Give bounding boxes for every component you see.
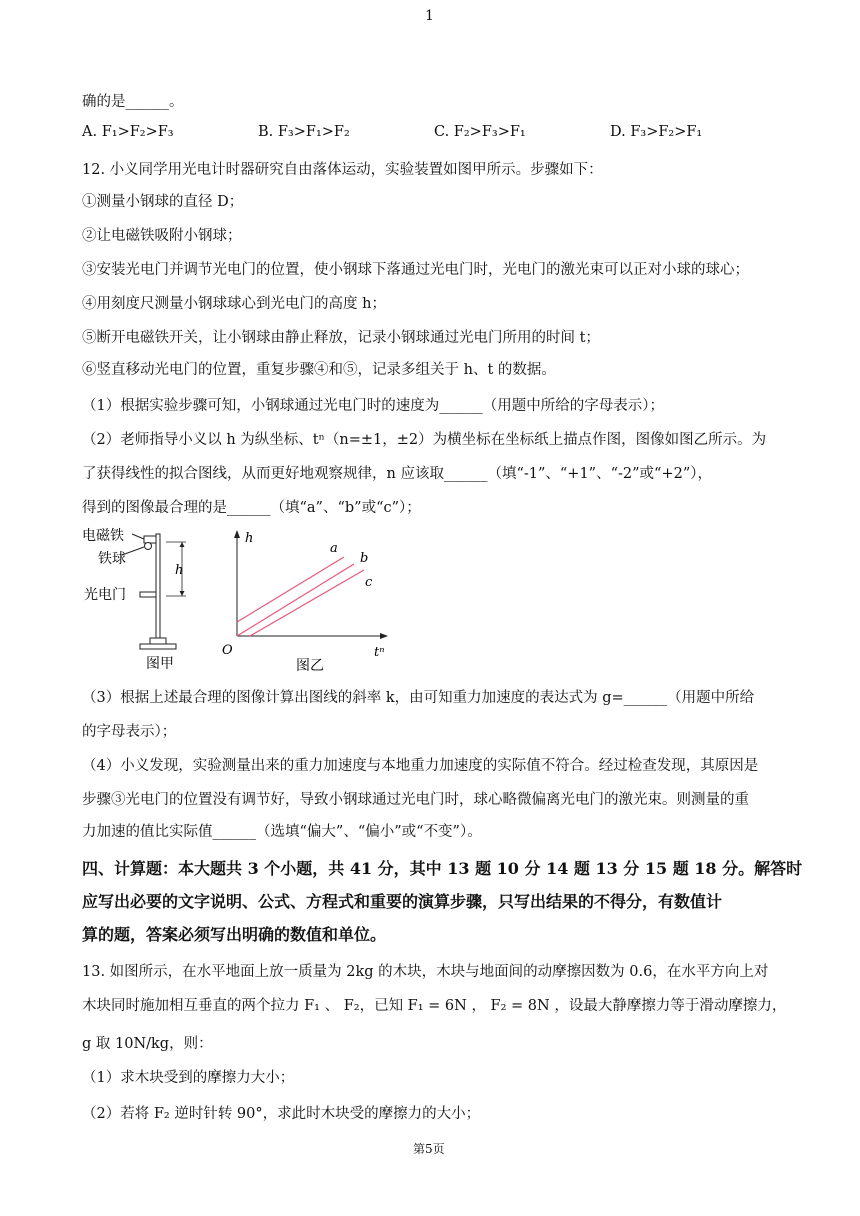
label-height-h: h xyxy=(175,563,184,578)
q12-part-4-line-1: （4）小义发现，实验测量出来的重力加速度与本地重力加速度的实际值不符合。经过检查发现，其原因是 xyxy=(82,758,759,774)
caption-yi: 图乙 xyxy=(296,658,324,672)
section-4-heading-line-3: 算的题，答案必须写出明确的数值和单位。 xyxy=(82,925,387,944)
q11-option-c: C. F₂>F₃>F₁ xyxy=(434,124,526,140)
q12-part-4-line-2: 步骤③光电门的位置没有调节好，导致小钢球通过光电门时，球心略微偏离光电门的激光束。则测量的重 xyxy=(82,792,749,808)
steel-ball xyxy=(145,543,152,550)
q12-step-4: ④用刻度尺测量小钢球球心到光电门的高度 h； xyxy=(82,296,386,312)
electromagnet xyxy=(144,536,156,543)
origin-label: O xyxy=(222,643,233,658)
electromagnet-leader xyxy=(132,534,144,539)
height-arrow-up xyxy=(180,542,185,547)
q12-step-3: ③安装光电门并调节光电门的位置，使小钢球下落通过光电门时，光电门的激光束可以正对小球的球心； xyxy=(82,262,749,278)
line-b-label: b xyxy=(360,551,369,566)
q12-step-6: ⑥竖直移动光电门的位置，重复步骤④和⑤，记录多组关于 h、t 的数据。 xyxy=(82,362,556,378)
figure-jia-apparatus xyxy=(82,522,212,672)
q12-part-4-line-3: 力加速的值比实际值______（选填“偏大”、“偏小”或“不变”）。 xyxy=(82,824,482,840)
label-photogate: 光电门 xyxy=(84,587,126,603)
q11-option-a: A. F₁>F₂>F₃ xyxy=(82,124,174,140)
label-iron-ball: 铁球 xyxy=(98,551,126,567)
q12-part-3-line-1: （3）根据上述最合理的图像计算出图线的斜率 k，由可知重力加速度的表达式为 g=______（用题中所给 xyxy=(82,690,755,706)
q12-part-2-line-2: 了获得线性的拟合图线，从而更好地观察规律，n 应该取______（填“-1”、“+1”、“-2”或“+2”）， xyxy=(82,466,712,482)
q11-option-d: D. F₃>F₂>F₁ xyxy=(610,124,703,140)
q12-step-1: ①测量小钢球的直径 D； xyxy=(82,194,244,210)
line-c-label: c xyxy=(365,575,373,590)
q12-step-2: ②让电磁铁吸附小钢球； xyxy=(82,228,242,244)
y-axis-arrow xyxy=(234,530,240,538)
stand-foot xyxy=(150,638,166,644)
q12-intro: 12. 小义同学用光电计时器研究自由落体运动，实验装置如图甲所示。步骤如下： xyxy=(82,162,603,178)
q12-part-1: （1）根据实验步骤可知，小钢球通过光电门时的速度为______（用题中所给的字母表示）； xyxy=(82,398,664,414)
section-4-heading-line-1: 四、计算题：本大题共 3 个小题，共 41 分，其中 13 题 10 分 14 题 13 分 15 题 18 分。解答时 xyxy=(82,859,803,878)
q12-part-2-line-1: （2）老师指导小义以 h 为纵坐标、tⁿ（n=±1，±2）为横坐标在坐标纸上描点作图，图像如图乙所示。为 xyxy=(82,432,767,448)
height-arrow-down xyxy=(180,591,185,596)
q12-part-3-line-2: 的字母表示）； xyxy=(82,724,177,740)
q13-part-1: （1）求木块受到的摩擦力大小； xyxy=(82,1070,295,1086)
q13-part-2: （2）若将 F₂ 逆时针转 90°，求此时木块受的摩擦力的大小； xyxy=(82,1106,481,1122)
page-footer: 第5页 xyxy=(413,1142,445,1156)
section-4-heading-line-2: 应写出必要的文字说明、公式、方程式和重要的演算步骤，只写出结果的不得分，有数值计 xyxy=(82,892,723,911)
x-axis-arrow xyxy=(380,633,388,639)
label-electromagnet: 电磁铁 xyxy=(82,528,124,544)
q12-part-2-line-3: 得到的图像最合理的是______（填“a”、“b”或“c”）； xyxy=(82,500,421,516)
figure-yi-graph xyxy=(214,528,394,672)
stand-base xyxy=(140,644,176,649)
x-axis-label: tⁿ xyxy=(374,645,385,660)
photogate xyxy=(140,592,156,597)
y-axis-label: h xyxy=(245,531,254,546)
q13-line-3: g 取 10N/kg，则： xyxy=(82,1036,213,1052)
stand-pole xyxy=(156,534,160,640)
q11-option-b: B. F₃>F₁>F₂ xyxy=(258,124,350,140)
caption-jia: 图甲 xyxy=(146,656,174,672)
page-number: 1 xyxy=(425,8,434,24)
line-b xyxy=(237,564,354,636)
q13-line-2: 木块同时施加相互垂直的两个拉力 F₁ 、 F₂，已知 F₁ = 6N ， F₂ = 8N ，设最大静摩擦力等于滑动摩擦力， xyxy=(82,998,787,1014)
q13-line-1: 13. 如图所示，在水平地面上放一质量为 2kg 的木块，木块与地面间的动摩擦因数为 0.6，在水平方向上对 xyxy=(82,964,769,980)
q12-step-5: ⑤断开电磁铁开关，让小钢球由静止释放，记录小钢球通过光电门所用的时间 t； xyxy=(82,330,600,346)
line-a-label: a xyxy=(330,541,338,556)
q11-tail: 确的是______。 xyxy=(82,94,184,110)
